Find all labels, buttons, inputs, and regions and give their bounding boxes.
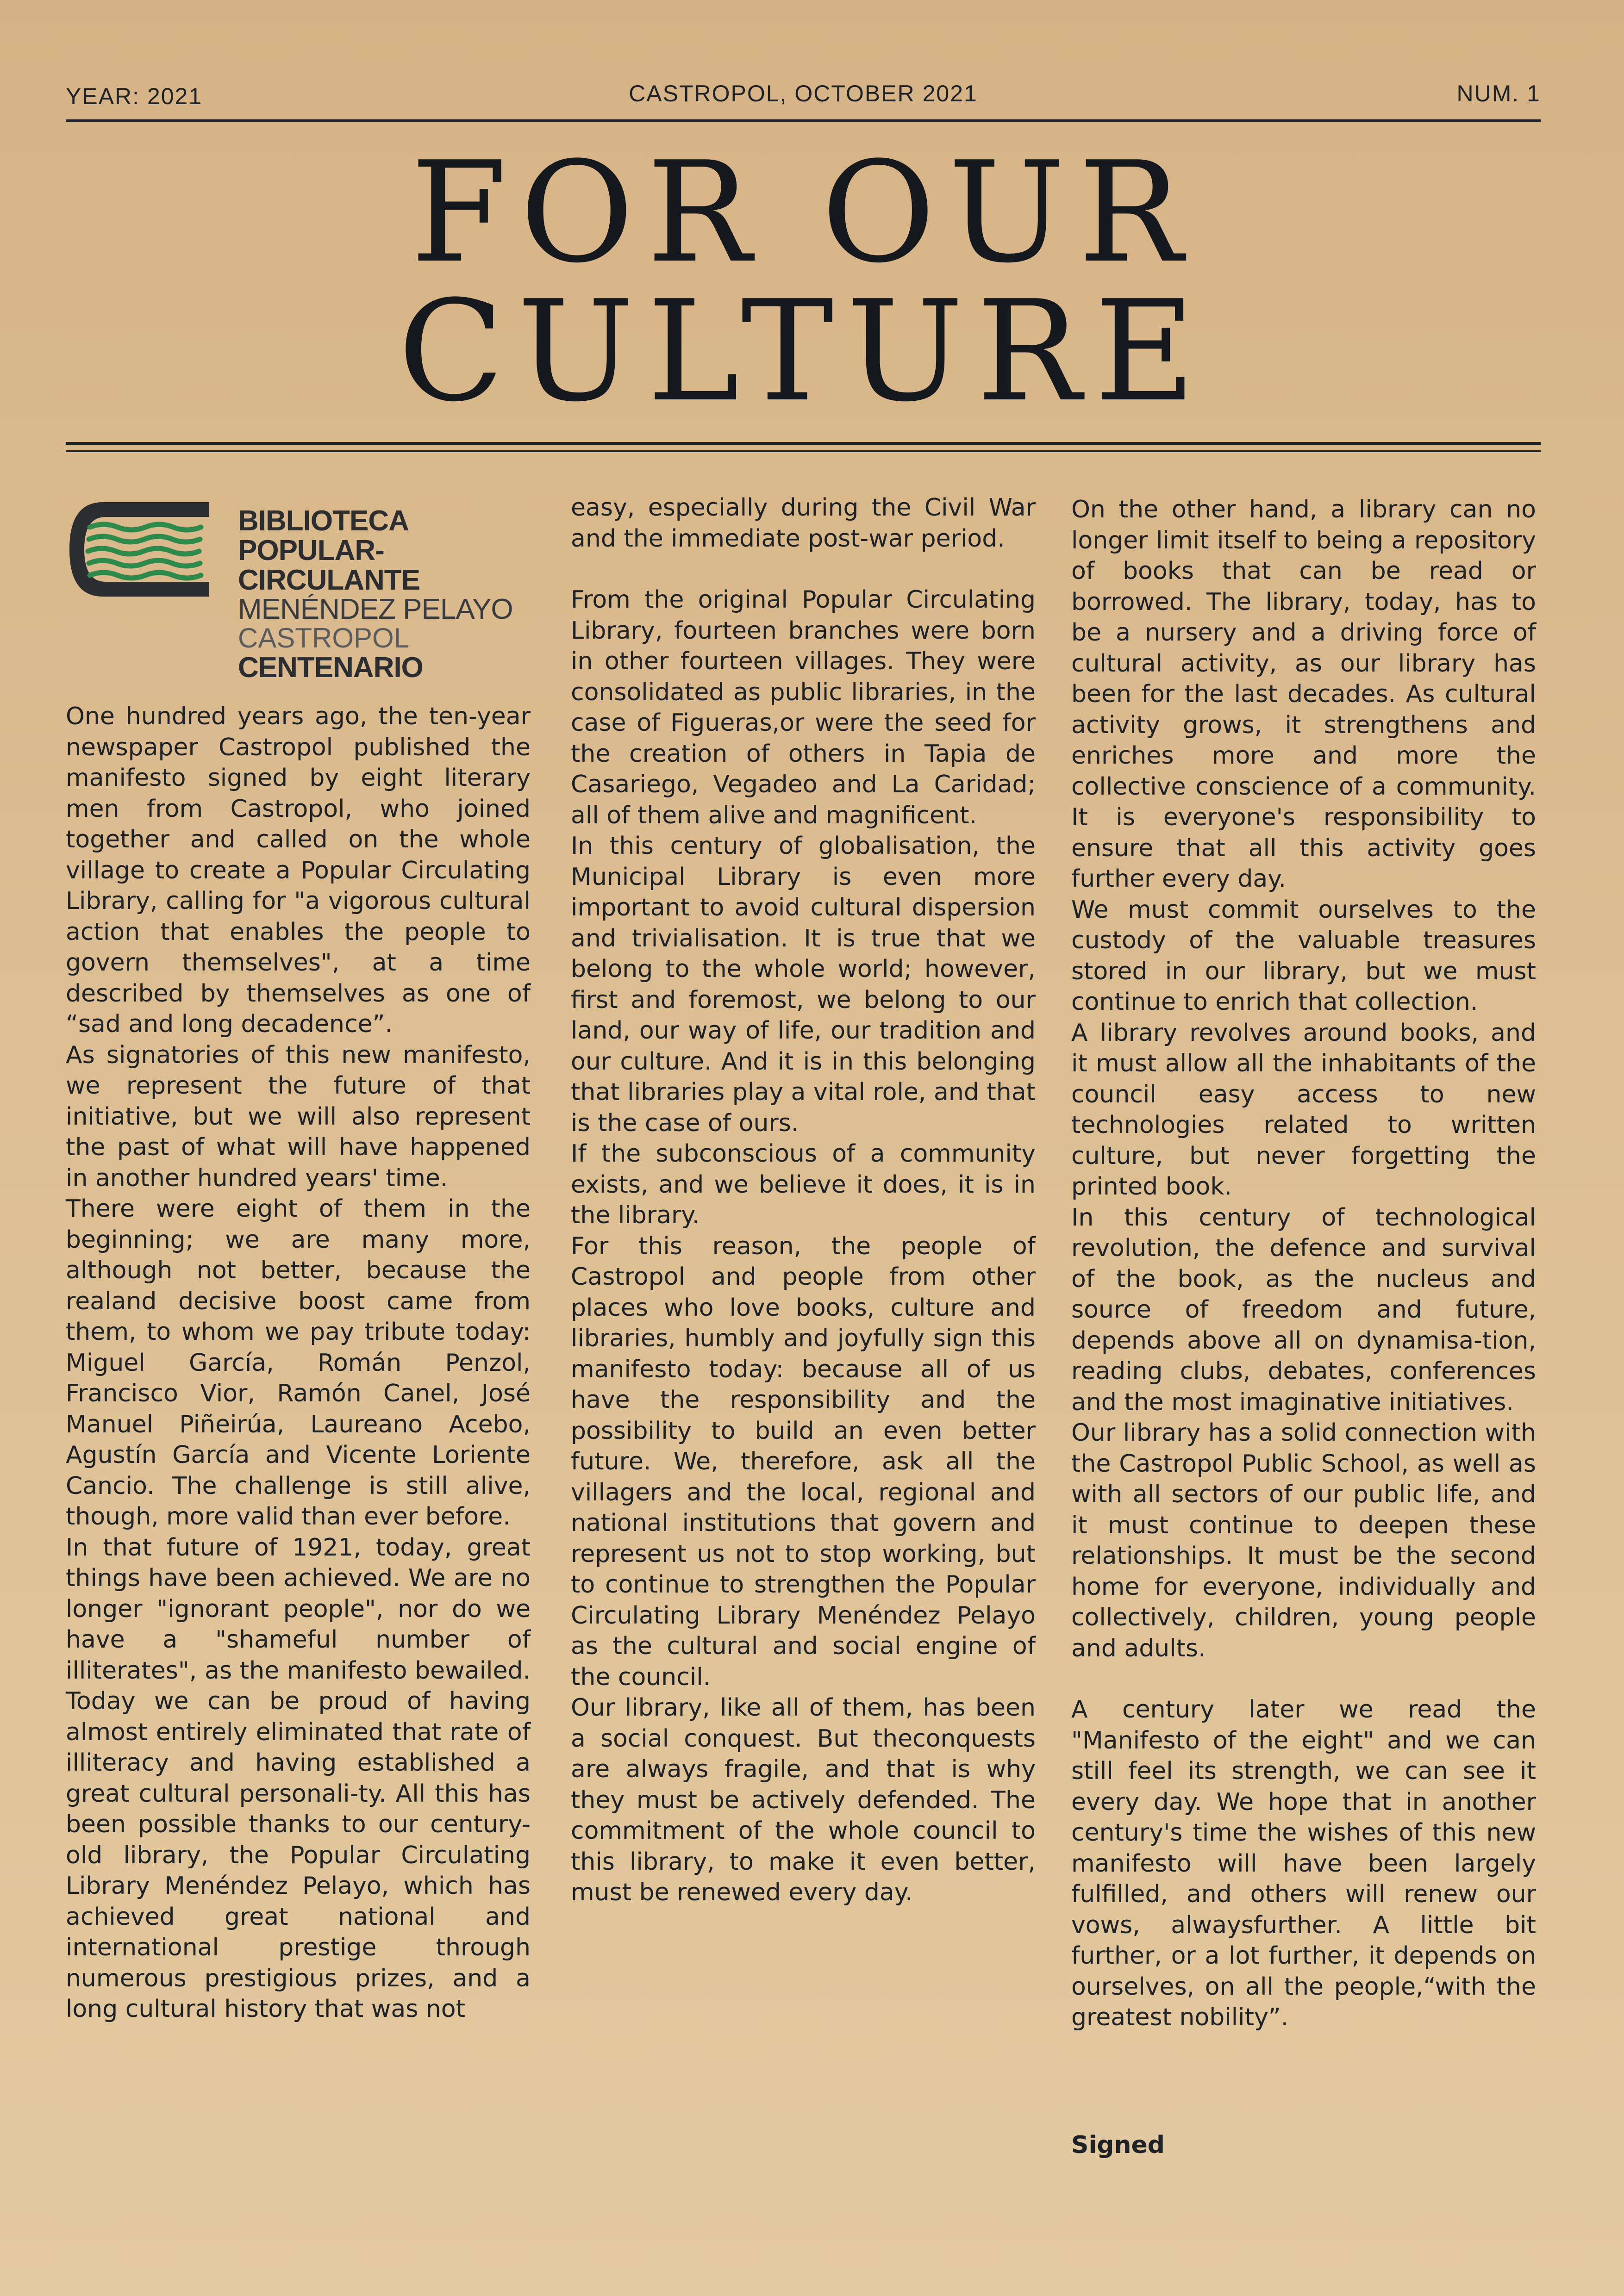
- signature-label: Signed: [1071, 2131, 1165, 2159]
- library-logo: [66, 496, 533, 684]
- paragraph: Our library has a solid connection with the Castropol Public School, as well as with all sectors of our public life, and it must continue to deepen these relationships. It must be the second home for everyone, individually and collectively, children, young people and adults.: [1071, 1419, 1536, 1662]
- article-column-1: [66, 701, 531, 2025]
- title-rule-lower: [66, 450, 1541, 452]
- paragraph: From the original Popular Circulating Library, fourteen branches were born in other fourteen villages. They were consolidated as public libraries, in the case of Figueras,or were the seed for the creation of others in Tapia de Casariego, Vegadeo and La Caridad; all of them alive and magnificent.: [571, 586, 1036, 829]
- masthead-rule: [66, 119, 1541, 122]
- article-column-2: [571, 492, 1036, 1908]
- title-rule-upper: [66, 442, 1541, 445]
- logo-line-centenario: CENTENARIO: [238, 652, 423, 684]
- paragraph: In this century of technological revolution, the defence and survival of the book, as the nucleus and source of freedom and future, depends above all on dynamisa-tion, reading clubs, debates, conferences and the most imaginative initiatives.: [1071, 1203, 1536, 1416]
- issue-year: YEAR: 2021: [66, 83, 203, 109]
- title-line-2: CULTURE: [398, 271, 1209, 432]
- paragraph: A century later we read the "Manifesto of the eight" and we can still feel its strength, we can see it every day. We hope that in another century's time the wishes of this new manifesto will have been largely fulfilled, and others will renew our vows, alwaysfurther. A little bit further, or a lot further, it depends on ourselves, on all the people,“with the greatest nobility”.: [1071, 1696, 1536, 2031]
- logo-line-popular-circulante: POPULAR-CIRCULANTE: [238, 535, 420, 596]
- paragraph: If the subconscious of a community exists, and we believe it does, it is in the library.: [571, 1140, 1036, 1229]
- paragraph: There were eight of them in the beginning; we are many more, although not better, because the realand decisive boost came from them, to whom we pay tribute today: Miguel García, Román Penzol, Francisco Vior, Ramón Canel, José Manuel Piñeirúa, Laureano Acebo, Agustín García and Vicente Loriente Cancio. The challenge is still alive, though, more valid than ever before.: [66, 1195, 531, 1531]
- article-column-3: [1071, 494, 1536, 2033]
- paragraph: A library revolves around books, and it must allow all the inhabitants of the council easy access to new technologies related to written culture, but never forgetting the printed book.: [1071, 1019, 1536, 1201]
- logo-line-castropol: CASTROPOL: [238, 622, 410, 653]
- paragraph: In this century of globalisation, the Municipal Library is even more important to avoid cultural dispersion and trivialisation. It is true that we belong to the whole world; however, first and foremost, we belong to our land, our way of life, our tradition and our culture. And it is in this belonging that libraries play a vital role, and that is the case of ours.: [571, 832, 1036, 1137]
- paragraph: easy, especially during the Civil War and the immediate post-war period.: [571, 494, 1036, 553]
- page-title: [66, 132, 1541, 432]
- paragraph: In that future of 1921, today, great things have been achieved. We are no longer "ignorant people", nor do we have a "shameful number of illiterates", as the manifesto bewailed. Today we can be proud of having almost entirely eliminated that rate of illiteracy and having established a great cultural personali-ty. All this has been possible thanks to our century-old library, the Popular Circulating Library Menéndez Pelayo, which has achieved great national and international prestige through numerous prestigious prizes, and a long cultural history that was not: [66, 1533, 531, 2023]
- issue-date: CASTROPOL, OCTOBER 2021: [629, 81, 978, 106]
- masthead: [66, 80, 1541, 109]
- logo-line-menendez-pelayo: MENÉNDEZ PELAYO: [238, 593, 513, 625]
- logo-wordmark: [238, 506, 534, 683]
- paragraph: Our library, like all of them, has been a social conquest. But theconquests are always fragile, and that is why they must be actively defended. The commitment of the whole council to this library, to make it even better, must be renewed every day.: [571, 1694, 1036, 1906]
- title-line-1: FOR OUR: [411, 132, 1196, 293]
- issue-number: NUM. 1: [1456, 81, 1541, 106]
- logo-line-biblioteca: BIBLIOTECA: [238, 505, 409, 537]
- paragraph: On the other hand, a library can no longer limit itself to being a repository of books that can be read or borrowed. The library, today, has to be a nursery and a driving force of cultural activity, as our library has been for the last decades. As cultural activity grows, it strengthens and enriches more and more the collective conscience of a community. It is everyone's responsibility to ensure that all this activity goes further every day.: [1071, 496, 1536, 893]
- paragraph: We must commit ourselves to the custody of the valuable treasures stored in our library, but we must continue to enrich that collection.: [1071, 896, 1536, 1016]
- paragraph: One hundred years ago, the ten-year newspaper Castropol published the manifesto signed by eight literary men from Castropol, who joined together and called on the whole village to create a Popular Circulating Library, calling for "a vigorous cultural action that enables the people to govern themselves", at a time described by themselves as one of “sad and long decadence”.: [66, 703, 531, 1038]
- paragraph: For this reason, the people of Castropol and people from other places who love books, culture and libraries, humbly and joyfully sign this manifesto today: because all of us have the responsibility and the possibility to build an even better future. We, therefore, ask all the villagers and the local, regional and national institutions that govern and represent us not to stop working, but to continue to strengthen the Popular Circulating Library Menéndez Pelayo as the cultural and social engine of the council.: [571, 1232, 1036, 1691]
- paragraph: As signatories of this new manifesto, we represent the future of that initiative, but we will also represent the past of what will have happened in another hundred years' time.: [66, 1041, 531, 1192]
- book-waves-icon: [66, 498, 219, 600]
